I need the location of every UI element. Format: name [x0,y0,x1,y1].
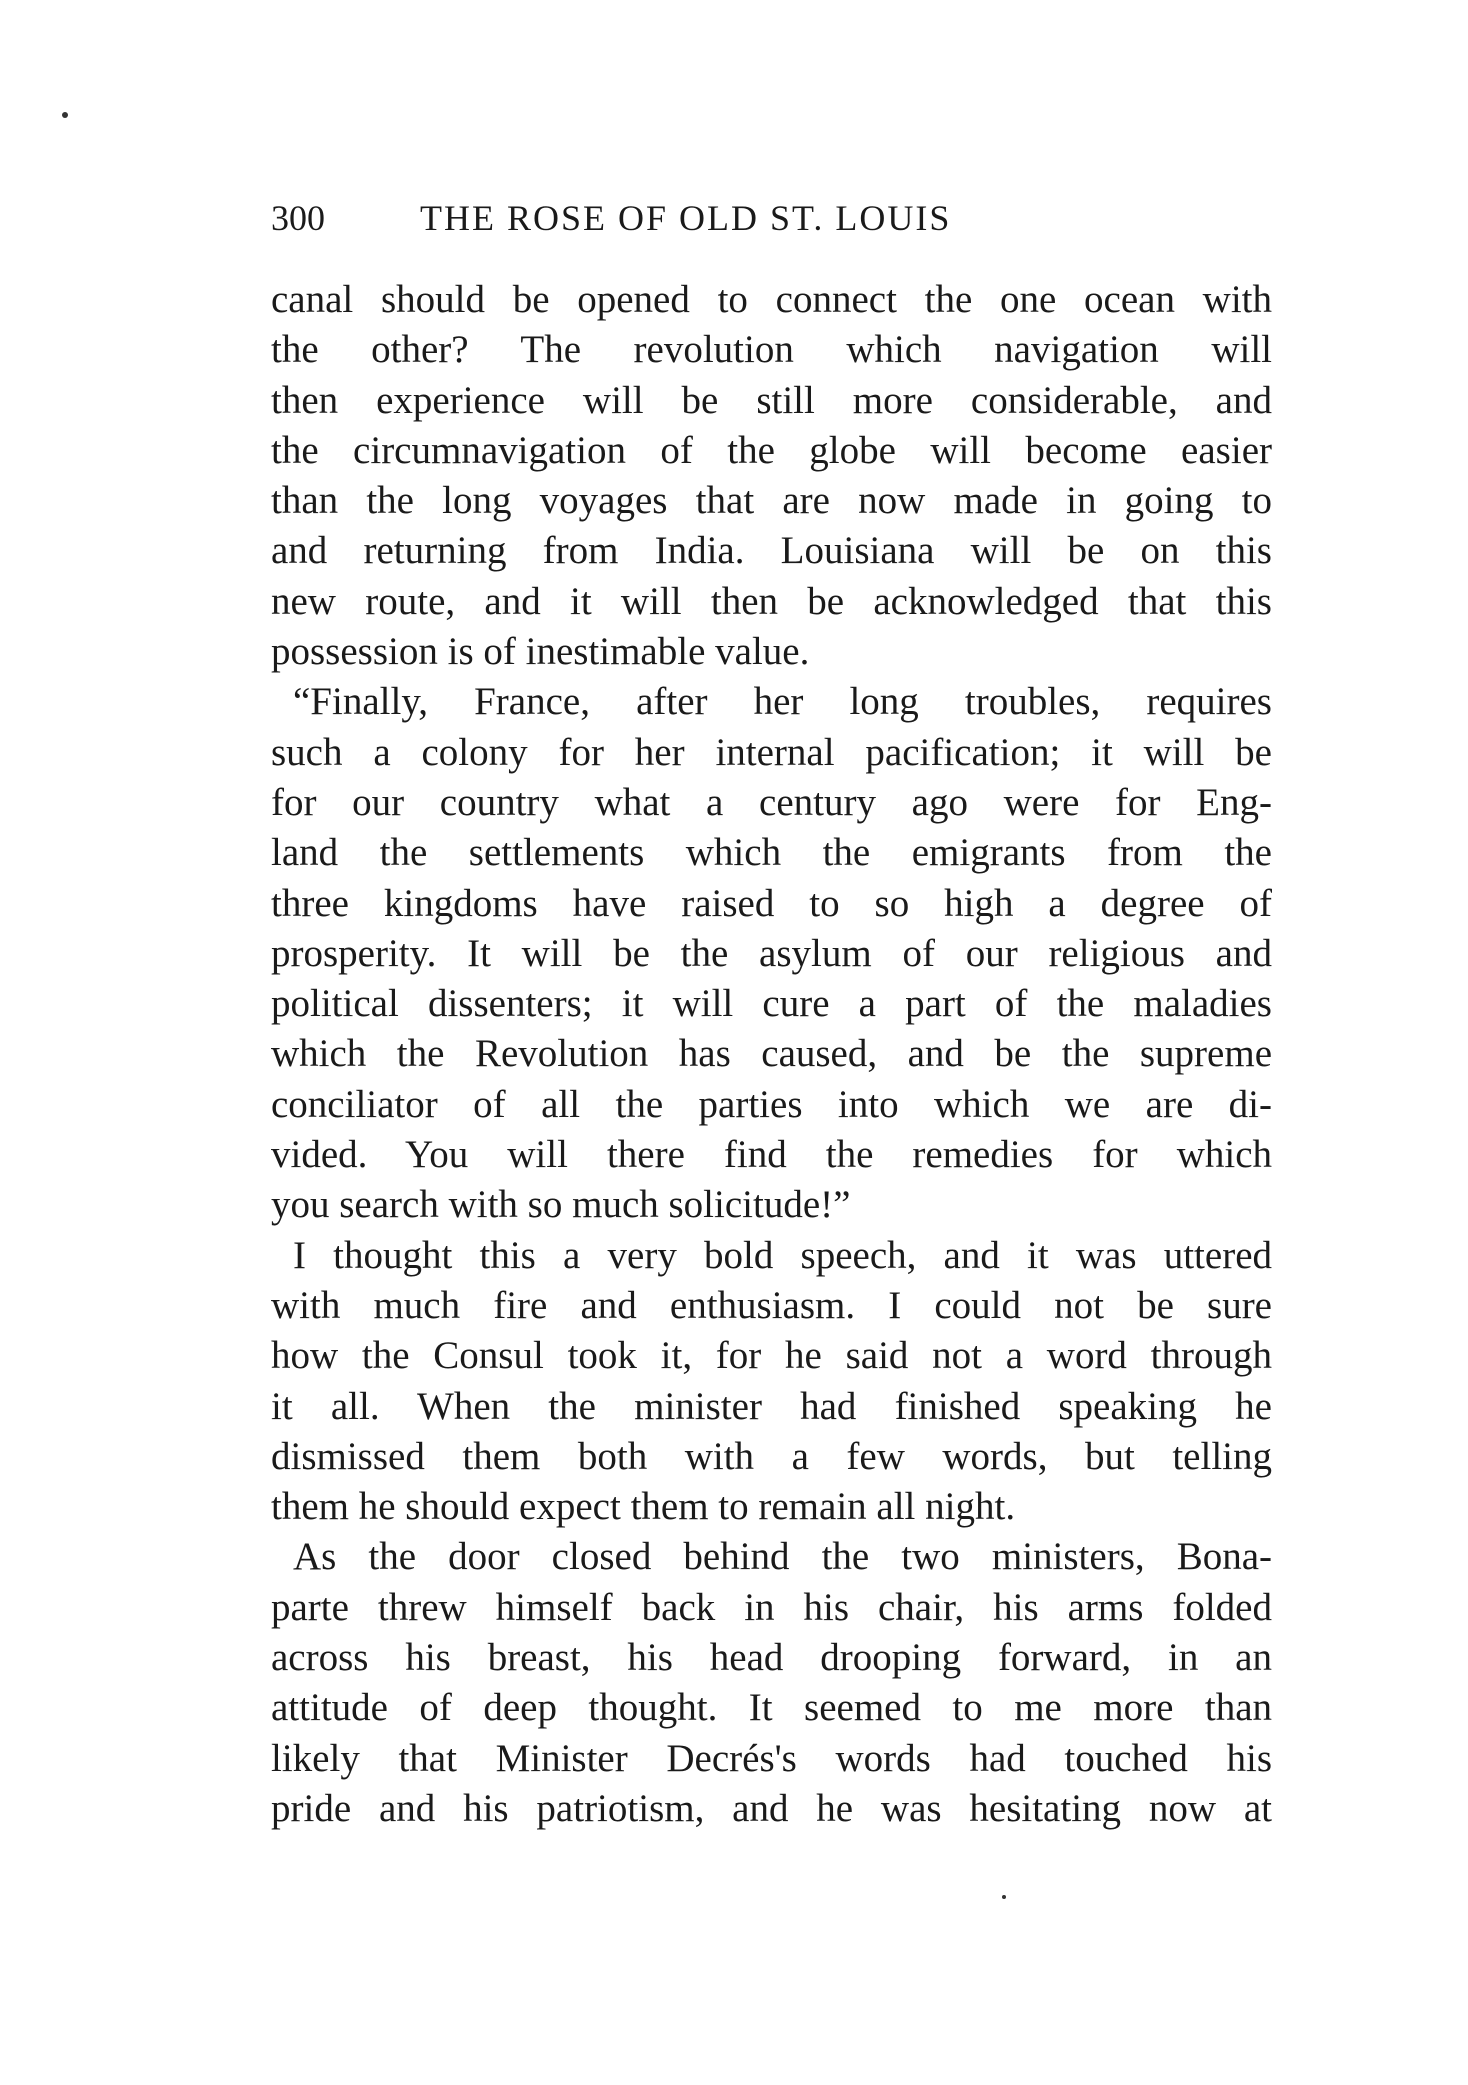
text-line: conciliator of all the parties into which we are di- [271,1082,1272,1126]
text-line: three kingdoms have raised to so high a degree of [271,881,1272,925]
text-line: which the Revolution has caused, and be the supreme [271,1032,1272,1076]
text-line: it all. When the minister had finished speaking he [271,1384,1272,1428]
text-line: you search with so much solicitude!” [271,1183,851,1227]
speck [62,112,68,118]
text-line: such a colony for her internal pacification; it will be [271,730,1272,774]
text-line: them he should expect them to remain all night. [271,1485,1016,1529]
text-line: for our country what a century ago were for Eng- [271,780,1272,824]
text-line: new route, and it will then be acknowledged that this [271,579,1272,623]
text-line: vided. You will there find the remedies for which [271,1133,1272,1177]
text-line: canal should be opened to connect the one ocean with [271,278,1272,321]
text-line: the circumnavigation of the globe will become easier [271,428,1272,472]
text-line: As the door closed behind the two ministers, Bona- [293,1535,1272,1579]
text-line: then experience will be still more considerable, and [271,378,1272,422]
text-line: than the long voyages that are now made in going to [271,479,1272,523]
text-line: prosperity. It will be the asylum of our religious and [271,931,1272,975]
text-line: and returning from India. Louisiana will be on this [271,529,1272,573]
text-line: “Finally, France, after her long troubles, requires [293,680,1272,724]
text-line: with much fire and enthusiasm. I could not be sure [271,1283,1272,1327]
paragraph [271,1532,1272,1834]
body-text [271,275,1272,1834]
text-line: likely that Minister Decrés's words had touched his [271,1736,1272,1780]
text-line: I thought this a very bold speech, and it was uttered [293,1233,1272,1277]
text-line: pride and his patriotism, and he was hesitating now at [271,1786,1272,1830]
text-line: parte threw himself back in his chair, his arms folded [271,1585,1272,1629]
text-line: attitude of deep thought. It seemed to me more than [271,1686,1272,1730]
speck [1002,1895,1006,1899]
text-line: possession is of inestimable value. [271,630,810,674]
text-line: dismissed them both with a few words, but telling [271,1434,1272,1478]
text-line: the other? The revolution which navigation will [271,328,1272,372]
text-line: across his breast, his head drooping forward, in an [271,1636,1272,1680]
paragraph [271,677,1272,1230]
paragraph [271,275,1272,677]
running-header [271,193,1272,243]
paragraph [271,1231,1272,1533]
text-line: how the Consul took it, for he said not a word through [271,1334,1272,1378]
running-title: THE ROSE OF OLD ST. LOUIS [420,198,952,238]
page-number: 300 [271,198,325,238]
text-line: political dissenters; it will cure a part of the maladies [271,982,1272,1026]
text-line: land the settlements which the emigrants from the [271,831,1272,875]
